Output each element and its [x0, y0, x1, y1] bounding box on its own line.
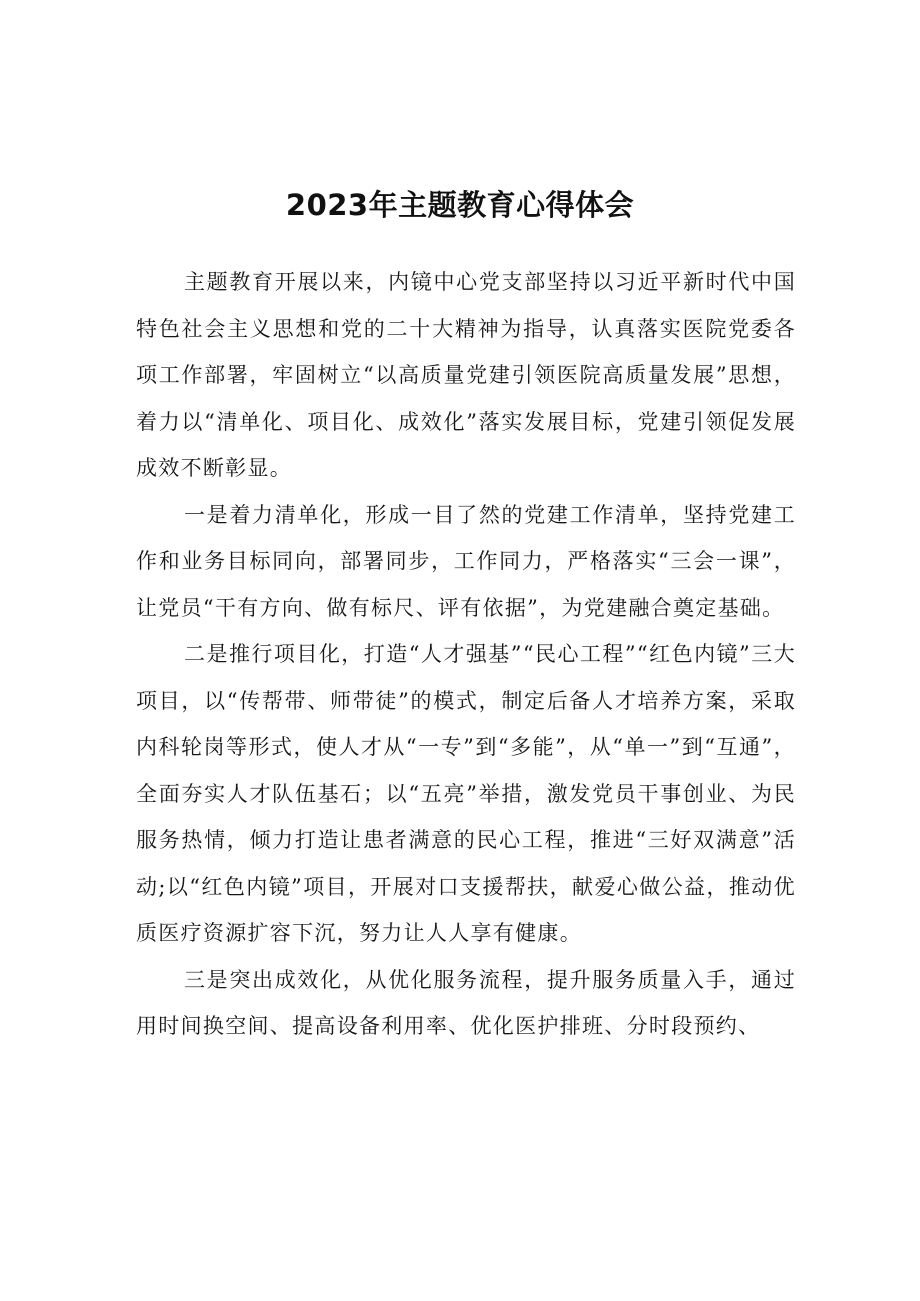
- document-title: 2023年主题教育心得体会: [285, 188, 635, 223]
- paragraph-intro: 主题教育开展以来，内镜中心党支部坚持以习近平新时代中国特色社会主义思想和党的二十大精神为指导，认真落实医院党委各项工作部署，牢固树立“以高质量党建引领医院高质量发展”思想，着力以“清单化、项目化、成效化”落实发展目标，党建引领促发展成效不断彰显。: [136, 270, 796, 480]
- paragraph-results: 三是突出成效化，从优化服务流程，提升服务质量入手，通过用时间换空间、提高设备利用率、优化医护排班、分时段预约、: [136, 967, 796, 1038]
- document-body: [136, 259, 796, 1050]
- paragraph-projects: 二是推行项目化，打造“人才强基”“民心工程”“红色内镜”三大项目，以“传帮带、师带徒”的模式，制定后备人才培养方案，采取内科轮岗等形式，使人才从“一专”到“多能”，从“单一”到“互通”，全面夯实人才队伍基石；以“五亮”举措，激发党员干事创业、为民服务热情，倾力打造让患者满意的民心工程，推进“三好双满意”活动;以“红色内镜”项目，开展对口支援帮扶，献爱心做公益，推动优质医疗资源扩容下沉，努力让人人享有健康。: [136, 642, 796, 945]
- paragraph-checklist: 一是着力清单化，形成一目了然的党建工作清单，坚持党建工作和业务目标同向，部署同步，工作同力，严格落实“三会一课”，让党员“干有方向、做有标尺、评有依据”，为党建融合奠定基础。: [136, 502, 796, 620]
